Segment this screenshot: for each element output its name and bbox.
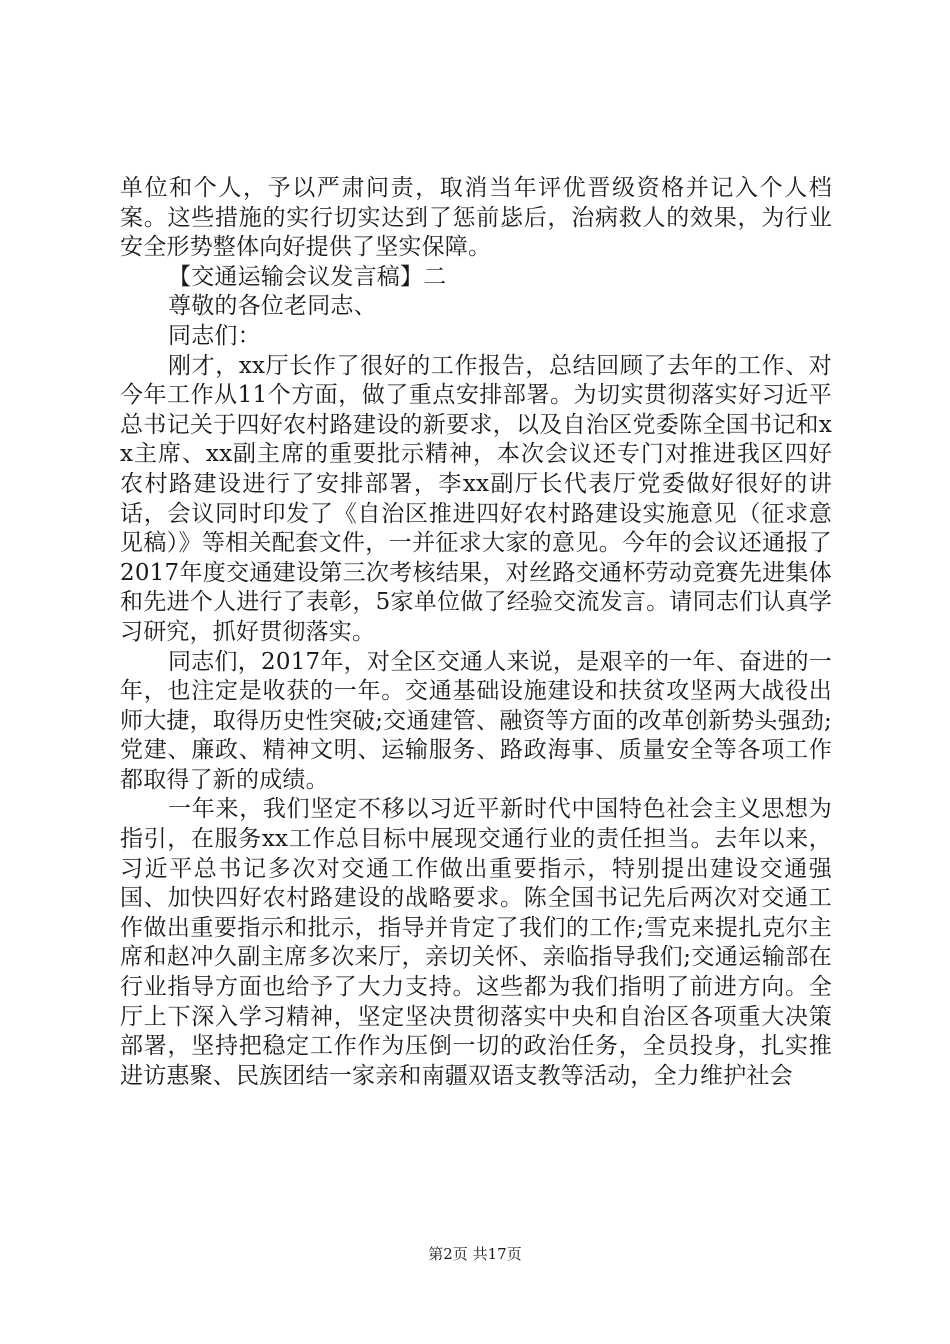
paragraph: 同志们，2017年，对全区交通人来说，是艰辛的一年、奋进的一年，也注定是收获的一年。交通基础设施建设和扶贫攻坚两大战役出师大捷，取得历史性突破;交通建管、融资等方面的改革创新势头强劲;党建、廉政、精神文明、运输服务、路政海事、质量安全等各项工作都取得了新的成绩。	[120, 648, 832, 793]
salutation-line: 同志们：	[168, 322, 261, 349]
paragraph: 一年来，我们坚定不移以习近平新时代中国特色社会主义思想为指引，在服务xx工作总目标中展现交通行业的责任担当。去年以来，习近平总书记多次对交通工作做出重要指示，特别提出建设交通强国、加快四好农村路建设的战略要求。陈全国书记先后两次对交通工作做出重要指示和批示，指导并肯定了我们的工作;雪克来提扎克尔主席和赵冲久副主席多次来厅，亲切关怀、亲临指导我们;交通运输部在行业指导方面也给予了大力支持。这些都为我们指明了前进方向。全厅上下深入学习精神，坚定坚决贯彻落实中央和自治区各项重大决策部署，坚持把稳定工作作为压倒一切的政治任务，全员投身，扎实推进访惠聚、民族团结一家亲和南疆双语支教等活动，全力维护社会	[120, 796, 832, 1089]
page-number-footer: 第2页 共17页	[428, 1245, 522, 1263]
paragraph: 刚才，xx厅长作了很好的工作报告，总结回顾了去年的工作、对今年工作从11个方面，做了重点安排部署。为切实贯彻落实好习近平总书记关于四好农村路建设的新要求，以及自治区党委陈全国书记和xx主席、xx副主席的重要批示精神，本次会议还专门对推进我区四好农村路建设进行了安排部署，李xx副厅长代表厅党委做好很好的讲话，会议同时印发了《自治区推进四好农村路建设实施意见（征求意见稿）》等相关配套文件，一并征求大家的意见。今年的会议还通报了2017年度交通建设第三次考核结果，对丝路交通杯劳动竞赛先进集体和先进个人进行了表彰，5家单位做了经验交流发言。请同志们认真学习研究，抓好贯彻落实。	[120, 352, 832, 645]
salutation-line: 尊敬的各位老同志、	[168, 293, 377, 320]
document-body	[120, 174, 832, 1091]
paragraph: 单位和个人，予以严肃问责，取消当年评优晋级资格并记入个人档案。这些措施的实行切实达到了惩前毖后，治病救人的效果，为行业安全形势整体向好提供了坚实保障。	[120, 175, 832, 261]
section-heading: 【交通运输会议发言稿】二	[168, 263, 447, 290]
